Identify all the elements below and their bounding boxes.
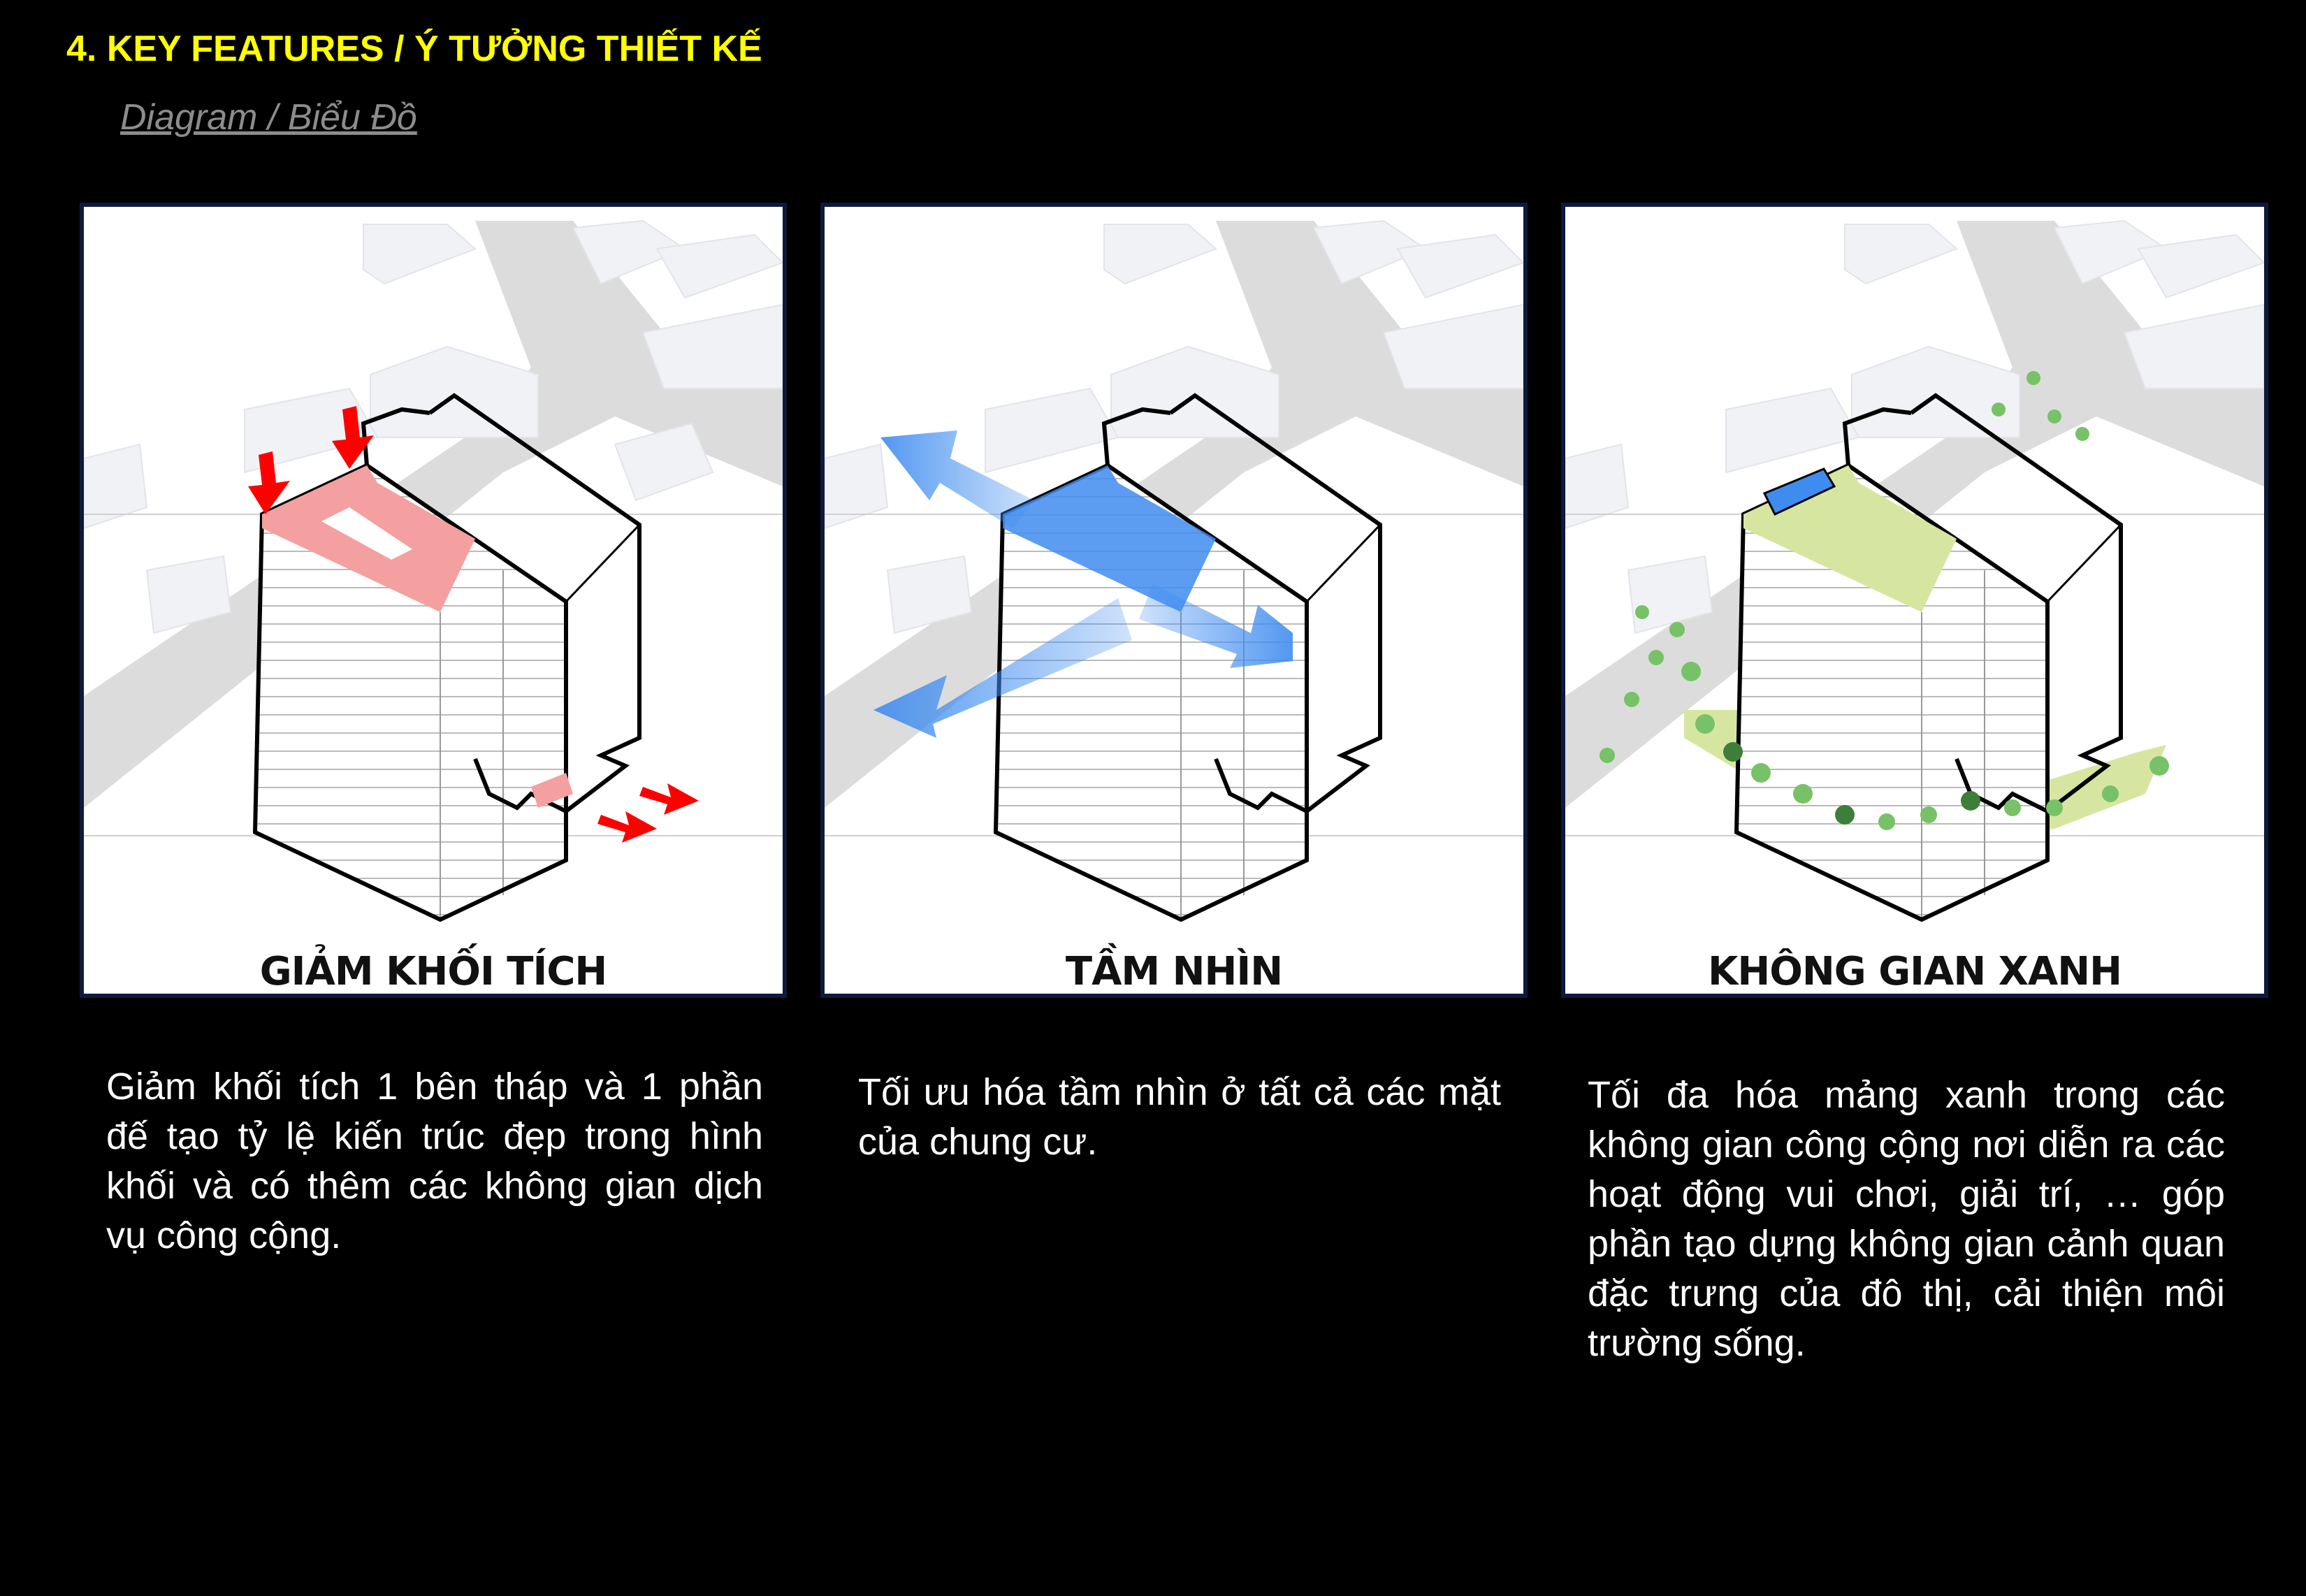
diagram-panel-green (1561, 203, 2268, 998)
panel-description: Tối ưu hóa tầm nhìn ở tất cả các mặt của chung cư. (858, 1071, 1501, 1163)
panel-label: TẦM NHÌN (1065, 949, 1283, 994)
tree-icon (2026, 371, 2040, 385)
tree-icon (1648, 650, 1664, 665)
panel-description: Tối đa hóa mảng xanh trong các không gian công cộng nơi diễn ra các hoạt động vui chơi, giải trí, … góp phần tạo dựng không gian cảnh quan đặc trưng của đô thị, cải thiện môi trường sống. (1588, 1074, 2225, 1364)
tree-icon (1920, 806, 1937, 823)
green-space-diagram (1565, 207, 2264, 994)
tree-icon (2004, 799, 2021, 816)
tree-icon (1793, 784, 1813, 804)
tree-icon (1992, 402, 2006, 416)
diagram-panel-massing (80, 203, 787, 998)
tree-icon (2047, 409, 2061, 423)
panel-description: Giảm khối tích 1 bên tháp và 1 phần đế tạo tỷ lệ kiến trúc đẹp trong hình khối và có thêm các không gian dịch vụ công cộng. (106, 1066, 763, 1256)
tree-icon (1751, 763, 1771, 783)
tree-icon (1878, 813, 1895, 830)
tree-icon (1624, 692, 1639, 707)
tree-icon (1835, 805, 1855, 825)
tree-icon (1635, 605, 1649, 619)
tree-icon (1961, 791, 1980, 811)
tree-icon (1723, 742, 1743, 762)
diagram-panel-view (820, 203, 1528, 998)
page-subtitle: Diagram / Biểu Đồ (120, 97, 417, 138)
tree-icon (1669, 622, 1685, 637)
view-diagram (825, 207, 1523, 994)
tree-icon (2149, 756, 2169, 776)
panel-label: KHÔNG GIAN XANH (1708, 949, 2122, 994)
tree-icon (2046, 799, 2063, 816)
tree-icon (2075, 427, 2089, 441)
tree-icon (2102, 785, 2119, 802)
arrow-left-icon (597, 811, 657, 843)
arrow-left-icon (639, 783, 699, 815)
tree-icon (1681, 662, 1701, 681)
tree-icon (1695, 714, 1715, 734)
massing-diagram (84, 207, 783, 994)
tree-icon (1600, 748, 1615, 763)
page-title: 4. KEY FEATURES / Ý TƯỞNG THIẾT KẾ (66, 29, 762, 69)
panel-label: GIẢM KHỐI TÍCH (259, 949, 607, 994)
